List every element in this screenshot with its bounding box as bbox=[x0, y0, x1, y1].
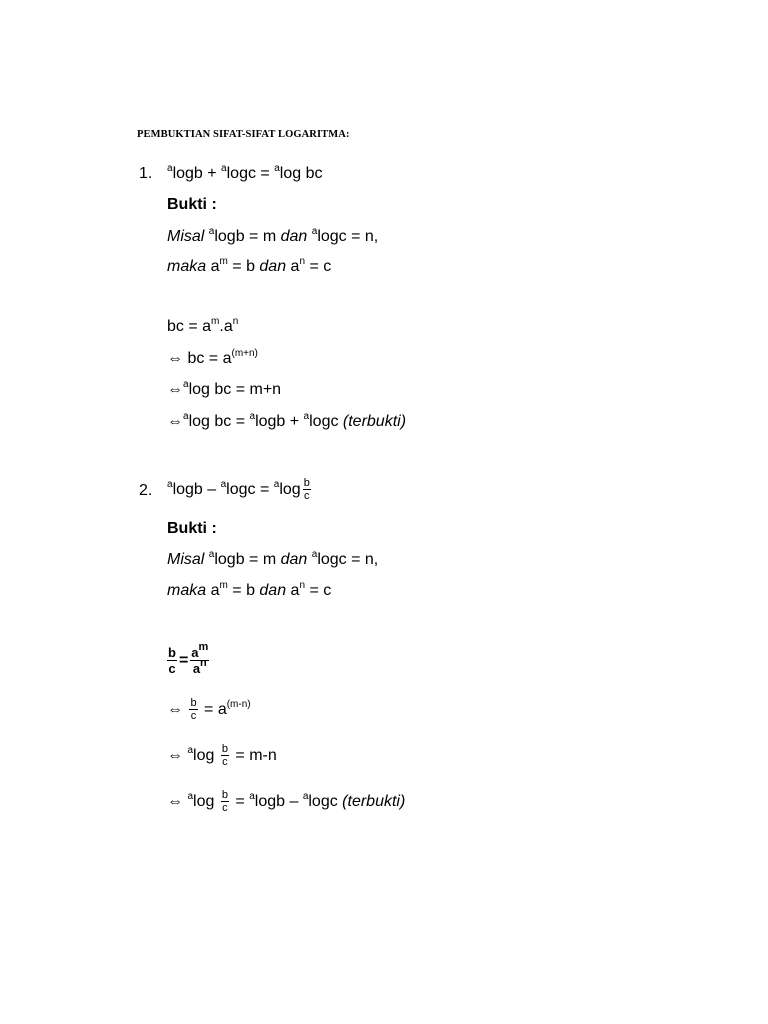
proof2-step3: ⇔ $^a$log $\frac{b}{c}$ = m-n bbox=[167, 743, 277, 769]
proof1-number: 1. bbox=[139, 165, 153, 182]
proof2-step4: ⇔ $^a$log $\frac{b}{c}$ = $^a$logb – $^a$logc (terbukti) bbox=[167, 789, 406, 815]
proof1-misal-line: Misal $^a$logb = m dan $^a$logc = n, bbox=[167, 226, 379, 245]
equivalence-arrow-icon: ⇔ bbox=[167, 413, 183, 430]
proof1-step2: ⇔ bc = $a^{(m+n)}$ bbox=[167, 348, 258, 367]
proof2-maka-line: maka $a^m = b$ dan $a^n = c$ bbox=[167, 580, 332, 599]
proof1-bukti-heading: Bukti : bbox=[167, 196, 217, 213]
proof2-bukti-heading: Bukti : bbox=[167, 520, 217, 537]
proof1-maka-line: maka $a^m = b$ dan $a^n = c$ bbox=[167, 256, 332, 275]
proof2-misal-line: Misal $^a$logb = m dan $^a$logc = n, bbox=[167, 549, 379, 568]
proof2-step1: $\frac{b}{c}$ = $\frac{a^m}{a^n}$ bbox=[168, 641, 209, 677]
fraction-am-over-an: $\frac{a^m}{a^n}$ bbox=[191, 641, 209, 677]
equivalence-arrow-icon: ⇔ bbox=[167, 793, 183, 810]
proof1-step1: bc = $a^m.a^n$ bbox=[167, 316, 239, 335]
proof2-step2: ⇔ $\frac{b}{c}$ = $a^{(m-n)}$ bbox=[167, 697, 251, 723]
equivalence-arrow-icon: ⇔ bbox=[167, 747, 183, 764]
proof1-step4: ⇔$^a$log bc = $^a$logb + $^a$logc (terbukti) bbox=[167, 411, 407, 430]
equivalence-arrow-icon: ⇔ bbox=[167, 381, 183, 398]
proof1-step3: ⇔$^a$log bc = m+n bbox=[167, 379, 282, 398]
page-title: PEMBUKTIAN SIFAT-SIFAT LOGARITMA: bbox=[137, 129, 350, 140]
fraction-b-over-c: $\frac{b}{c}$ bbox=[221, 743, 228, 769]
equivalence-arrow-icon: ⇔ bbox=[167, 701, 183, 718]
proof2-number: 2. bbox=[139, 482, 153, 499]
fraction-b-over-c: $\frac{b}{c}$ bbox=[221, 789, 228, 815]
fraction-b-over-c: $\frac{b}{c}$ bbox=[190, 697, 197, 723]
equivalence-arrow-icon: ⇔ bbox=[167, 350, 183, 367]
proof2-statement: $^a$logb – $^a$logc = $^a$log $\frac{b}{c}$ bbox=[167, 477, 310, 503]
proof1-statement: $^a$logb + $^a$logc = $^a$log bc bbox=[167, 163, 323, 182]
fraction-b-over-c: $\frac{b}{c}$ bbox=[168, 645, 176, 677]
fraction-b-over-c: $\frac{b}{c}$ bbox=[303, 477, 310, 503]
